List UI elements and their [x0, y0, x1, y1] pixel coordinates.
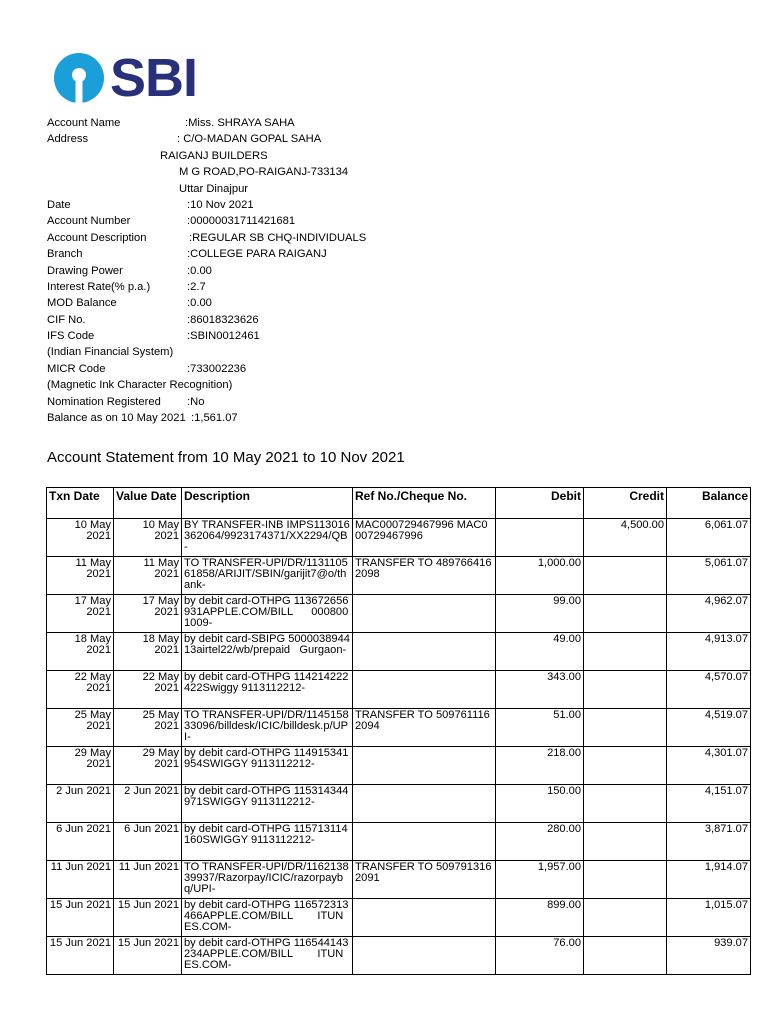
table-row: [47, 519, 751, 557]
table-row: [47, 557, 751, 595]
info-value: :Miss. SHRAYA SAHA: [185, 117, 295, 129]
value-date-cell: 10 May 2021: [114, 519, 182, 557]
info-value: :1,561.07: [191, 412, 238, 425]
description-cell: TO TRANSFER-UPI/DR/113110561858/ARIJIT/SBIN/garijit7@o/thank-: [182, 557, 353, 595]
txn-date-cell: 17 May 2021: [47, 595, 114, 633]
table-row: [47, 633, 751, 671]
ref-cell: [353, 633, 496, 671]
info-label: Account Description: [47, 231, 147, 244]
txn-date-cell: 15 Jun 2021: [47, 899, 114, 937]
value-date-cell: 18 May 2021: [114, 633, 182, 671]
description-cell: by debit card-OTHPG 114915341954SWIGGY 9113112212-: [182, 747, 353, 785]
credit-cell: [584, 633, 667, 671]
debit-cell: 343.00: [496, 671, 584, 709]
debit-cell: 99.00: [496, 595, 584, 633]
info-label: Branch: [47, 248, 83, 261]
description-cell: TO TRANSFER-UPI/DR/116213839937/Razorpay/ICIC/razorpaybq/UPI-: [182, 861, 353, 899]
info-label: Address: [47, 133, 89, 146]
info-label: Drawing Power: [47, 264, 123, 277]
ref-cell: MAC000729467996 MAC000729467996: [353, 519, 496, 557]
debit-cell: 76.00: [496, 937, 584, 975]
table-row: [47, 595, 751, 633]
ref-cell: [353, 823, 496, 861]
info-value: :No: [187, 395, 205, 408]
value-date-cell: 17 May 2021: [114, 595, 182, 633]
value-date-cell: 25 May 2021: [114, 709, 182, 747]
txn-date-cell: 29 May 2021: [47, 747, 114, 785]
info-value: :86018323626: [187, 313, 259, 326]
value-date-cell: 6 Jun 2021: [114, 823, 182, 861]
txn-date-cell: 25 May 2021: [47, 709, 114, 747]
info-label: MOD Balance: [47, 297, 117, 310]
info-label: IFS Code: [47, 330, 95, 343]
balance-cell: 6,061.07: [667, 519, 751, 557]
info-label: (Magnetic Ink Character Recognition): [47, 379, 233, 392]
value-date-cell: 15 Jun 2021: [114, 899, 182, 937]
txn-date-cell: 22 May 2021: [47, 671, 114, 709]
info-value: : C/O-MADAN GOPAL SAHA: [177, 133, 322, 146]
col-ref-no: Ref No./Cheque No.: [353, 488, 496, 519]
debit-cell: 218.00: [496, 747, 584, 785]
credit-cell: [584, 671, 667, 709]
info-value: M G ROAD,PO-RAIGANJ-733134: [179, 166, 349, 179]
ref-cell: TRANSFER TO 5097913162091: [353, 861, 496, 899]
credit-cell: [584, 823, 667, 861]
description-cell: by debit card-OTHPG 114214222422Swiggy 9113112212-: [182, 671, 353, 709]
info-value: :2.7: [187, 280, 206, 293]
info-value: RAIGANJ BUILDERS: [160, 149, 268, 162]
description-cell: by debit card-OTHPG 116572313466APPLE.COM/BILL ITUNES.COM-: [182, 899, 353, 937]
description-cell: by debit card-OTHPG 113672656931APPLE.COM/BILL 0008001009-: [182, 595, 353, 633]
balance-cell: 4,962.07: [667, 595, 751, 633]
value-date-cell: 29 May 2021: [114, 747, 182, 785]
txn-date-cell: 11 Jun 2021: [47, 861, 114, 899]
balance-cell: 4,570.07: [667, 671, 751, 709]
txn-date-cell: 6 Jun 2021: [47, 823, 114, 861]
info-label: CIF No.: [47, 313, 86, 326]
statement-title: Account Statement from 10 May 2021 to 10 Nov 2021: [47, 449, 405, 466]
description-cell: by debit card-OTHPG 116544143234APPLE.COM/BILL ITUNES.COM-: [182, 937, 353, 975]
value-date-cell: 2 Jun 2021: [114, 785, 182, 823]
info-label: Account Name: [47, 117, 121, 129]
balance-cell: 4,519.07: [667, 709, 751, 747]
col-credit: Credit: [584, 488, 667, 519]
debit-cell: 280.00: [496, 823, 584, 861]
ref-cell: TRANSFER TO 4897664162098: [353, 557, 496, 595]
col-balance: Balance: [667, 488, 751, 519]
debit-cell: [496, 519, 584, 557]
info-label: Account Number: [47, 215, 131, 228]
balance-cell: 1,015.07: [667, 899, 751, 937]
balance-cell: 4,913.07: [667, 633, 751, 671]
info-label: Balance as on 10 May 2021: [47, 412, 186, 425]
debit-cell: 899.00: [496, 899, 584, 937]
table-row: [47, 671, 751, 709]
credit-cell: [584, 899, 667, 937]
txn-date-cell: 11 May 2021: [47, 557, 114, 595]
col-description: Description: [182, 488, 353, 519]
ref-cell: [353, 899, 496, 937]
info-label: Nomination Registered: [47, 395, 161, 408]
ref-cell: TRANSFER TO 5097611162094: [353, 709, 496, 747]
balance-cell: 4,151.07: [667, 785, 751, 823]
sbi-emblem-icon: [54, 53, 104, 103]
debit-cell: 51.00: [496, 709, 584, 747]
info-value: :10 Nov 2021: [187, 198, 254, 211]
txn-date-cell: 15 Jun 2021: [47, 937, 114, 975]
debit-cell: 1,000.00: [496, 557, 584, 595]
table-row: [47, 785, 751, 823]
description-cell: by debit card-SBIPG 500003894413airtel22/wb/prepaid Gurgaon-: [182, 633, 353, 671]
col-txn-date: Txn Date: [47, 488, 114, 519]
info-value: :0.00: [187, 297, 212, 310]
credit-cell: [584, 937, 667, 975]
table-row: [47, 709, 751, 747]
description-cell: by debit card-OTHPG 115314344971SWIGGY 9113112212-: [182, 785, 353, 823]
balance-cell: 5,061.07: [667, 557, 751, 595]
credit-cell: [584, 709, 667, 747]
transactions-table: [46, 487, 751, 975]
txn-date-cell: 10 May 2021: [47, 519, 114, 557]
info-value: :0.00: [187, 264, 212, 277]
balance-cell: 4,301.07: [667, 747, 751, 785]
sbi-logo: [54, 48, 198, 108]
ref-cell: [353, 747, 496, 785]
debit-cell: 150.00: [496, 785, 584, 823]
table-header-row: [47, 488, 751, 519]
credit-cell: [584, 557, 667, 595]
table-row: [47, 747, 751, 785]
debit-cell: 49.00: [496, 633, 584, 671]
info-value: :REGULAR SB CHQ-INDIVIDUALS: [189, 231, 367, 244]
credit-cell: [584, 595, 667, 633]
info-value: Uttar Dinajpur: [179, 182, 249, 195]
credit-cell: [584, 785, 667, 823]
info-value: :SBIN0012461: [187, 330, 260, 343]
ref-cell: [353, 671, 496, 709]
ref-cell: [353, 937, 496, 975]
ref-cell: [353, 595, 496, 633]
txn-date-cell: 18 May 2021: [47, 633, 114, 671]
info-value: :733002236: [187, 362, 247, 375]
credit-cell: [584, 747, 667, 785]
brand-name: SBI: [110, 48, 198, 108]
table-row: [47, 937, 751, 975]
col-debit: Debit: [496, 488, 584, 519]
col-value-date: Value Date: [114, 488, 182, 519]
ref-cell: [353, 785, 496, 823]
table-row: [47, 861, 751, 899]
description-cell: BY TRANSFER-INB IMPS113016362064/9923174371/XX2294/QB-: [182, 519, 353, 557]
value-date-cell: 22 May 2021: [114, 671, 182, 709]
info-value: :COLLEGE PARA RAIGANJ: [187, 248, 327, 261]
info-label: (Indian Financial System): [47, 346, 174, 359]
txn-date-cell: 2 Jun 2021: [47, 785, 114, 823]
balance-cell: 1,914.07: [667, 861, 751, 899]
table-row: [47, 899, 751, 937]
balance-cell: 3,871.07: [667, 823, 751, 861]
balance-cell: 939.07: [667, 937, 751, 975]
value-date-cell: 11 Jun 2021: [114, 861, 182, 899]
debit-cell: 1,957.00: [496, 861, 584, 899]
description-cell: by debit card-OTHPG 115713114160SWIGGY 9113112212-: [182, 823, 353, 861]
info-value: :00000031711421681: [187, 215, 296, 228]
value-date-cell: 15 Jun 2021: [114, 937, 182, 975]
credit-cell: [584, 861, 667, 899]
info-label: Interest Rate(% p.a.): [47, 280, 151, 293]
table-row: [47, 823, 751, 861]
info-label: Date: [47, 198, 71, 211]
description-cell: TO TRANSFER-UPI/DR/114515833096/billdesk/ICIC/billdesk.p/UPI-: [182, 709, 353, 747]
credit-cell: 4,500.00: [584, 519, 667, 557]
value-date-cell: 11 May 2021: [114, 557, 182, 595]
info-label: MICR Code: [47, 362, 106, 375]
